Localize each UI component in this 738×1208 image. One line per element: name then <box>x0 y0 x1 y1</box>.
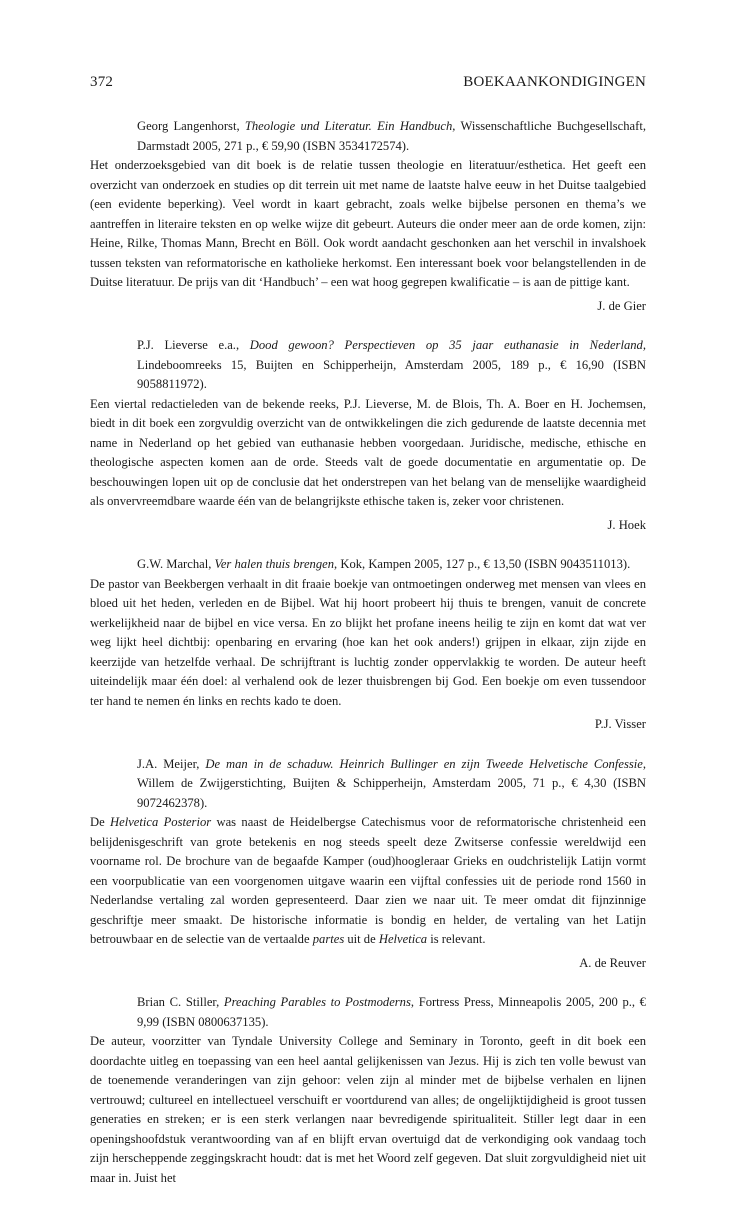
review <box>90 755 646 974</box>
citation-author: P.J. Lieverse e.a., <box>137 338 250 352</box>
review-citation <box>90 336 646 395</box>
review-body: Het onderzoeksgebied van dit boek is de relatie tussen theologie en literatuur/esthetica. Het geeft een overzicht van onderzoek en studies op dit terrein uit met name de laatste halve eeuw in het Duitse taalgebied (een evidente beperking). Veel wordt in kaart gebracht, zoals welke bijbelse personen en thema’s we aantreffen in literaire teksten en op welke wijze dit gebeurt. Auteurs die onder meer aan de orde komen, zijn: Heine, Rilke, Thomas Mann, Brecht en Böll. Ook wordt aandacht geschonken aan het verschil in invalshoek tussen teksten van reformatorische en katholieke herkomst. Een interessant boek voor belangstellenden in de Duitse literatuur. De prijs van dit ‘Handbuch’ – een wat hoog gegrepen kwalificatie – is aan de pittige kant. <box>90 158 646 289</box>
body-text: uit de <box>344 932 379 946</box>
review-citation <box>90 555 646 575</box>
reviewer-name: J. de Gier <box>597 298 646 313</box>
review <box>90 993 646 1188</box>
citation-author: G.W. Marchal, <box>137 557 215 571</box>
review-citation <box>90 117 646 156</box>
running-header <box>90 74 646 91</box>
citation-title: Theologie und Literatur. Ein Handbuch, <box>244 119 456 133</box>
review <box>90 336 646 535</box>
page-number: 372 <box>90 74 114 90</box>
review-body: De pastor van Beekbergen verhaalt in dit fraaie boekje van ontmoetingen onderweg met mensen van vlees en bloed uit het heden, verleden en de Bijbel. Wat hij hoort probeert hij thuis te brengen, vanuit de concrete werkelijkheid naar de bijbel en vice versa. En zo blijkt het profane ineens heilig te zijn en komt dat wat ver weg lijkt heel dichtbij: openbaring en ervaring (hoe kan het ook anders!) grijpen in elkaar, zijn zijde en keerzijde van hetzelfde verhaal. De schrijftrant is luchtig zonder oppervlakkig te worden. De auteur heeft uiteindelijk maar één doel: al verhalend ook de lezer thuisbrengen bij God. Een boekje om even tussendoor ter hand te nemen én links en rechts kado te doen. <box>90 576 646 708</box>
reviewer-name: A. de Reuver <box>579 955 646 970</box>
citation-title: Dood gewoon? Perspectieven op 35 jaar euthanasie in Nederland, <box>249 338 646 352</box>
citation-details: , Willem de Zwijgerstichting, Buijten & Schipperheijn, Amsterdam 2005, 71 p., € 4,30 (ISBN 9072462378). <box>137 756 646 810</box>
citation-author: Brian C. Stiller, <box>137 995 224 1009</box>
page <box>90 74 646 1208</box>
review-body: De auteur, voorzitter van Tyndale University College and Seminary in Toronto, geeft in dit boek een doordachte uitleg en toepassing van een heel aantal gelijkenissen van Jezus. Hij is zich ten volle bewust van de toenemende veranderingen van zijn gehoor: velen zijn al minder met de bijbelse verhalen en lijnen vertrouwd; cultureel en intellectueel verschuift er voortdurend van alles; de ongelijktijdigheid is groot tussen generaties en streken; er is een sterk verlangen naar bevredigende spiritualiteit. Stiller legt daar in een openingshoofdstuk verantwoording van af en blijft ervan overtuigd dat de verkondiging ook vandaag toch zijn herscheppende zeggingskracht houdt: dat is met het Woord zelf gegeven. Dat sluit zorgvuldigheid niet uit maar in. Juist het <box>90 1034 646 1185</box>
citation-title: Ver halen thuis brengen <box>214 557 335 571</box>
citation-title: De man in de schaduw. Heinrich Bullinger en zijn Tweede Helvetische Confessie <box>205 756 643 771</box>
citation-title: Preaching Parables to Postmoderns <box>223 995 411 1009</box>
review <box>90 555 646 735</box>
review <box>90 117 646 316</box>
citation-details: Lindeboomreeks 15, Buijten en Schipperheijn, Amsterdam 2005, 189 p., € 16,90 (ISBN 9058811972). <box>137 357 646 391</box>
citation-author: J.A. Meijer, <box>137 756 206 771</box>
citation-details: , Kok, Kampen 2005, 127 p., € 13,50 (ISBN 9043511013). <box>334 557 631 571</box>
review-body: Een viertal redactieleden van de bekende reeks, P.J. Lieverse, M. de Blois, Th. A. Boer en H. Jochemsen, biedt in dit boek een zorgvuldig overzicht van de ontwikkelingen die zich gedurende de laatste decennia met name in Nederland op het gebied van euthanasie hebben voorgedaan. Juridische, medische, ethische en theologische aspecten komen aan de orde. Steeds valt de goede documentatie en argumentatie op. De beschouwingen lopen uit op de conclusie dat het onderstrepen van het belang van de menselijke waardigheid als onvervreemdbare waarde één van de belangrijkste ethische taken is, zeker voor christenen. <box>90 396 646 508</box>
reviewer-name: P.J. Visser <box>594 717 646 731</box>
citation-details: Wissenschaftliche Buchgesellschaft, Darmstadt 2005, 271 p., € 59,90 (ISBN 3534172574). <box>137 119 646 153</box>
body-italic-text: Helvetica <box>378 932 428 946</box>
body-text: was naast de Heidelbergse Catechismus voor de reformatorische christenheid een belijdenisgeschrift van grote betekenis en nog steeds speelt deze Zwitserse confessie wereldwijd een voorname rol. De brochure van de begaafde Kamper (oud)hoogleraar Grieks en oudchristelijk Latijn vormt een voorpublicatie van een voorgenomen uitgave waarin een vijftal confessies uit de periode rond 1560 in Nederlandse vertaling zal worden gepresenteerd. Daar zien we naar uit. Te meer omdat dit fijnzinnige geschriftje meer smaakt. De historische informatie is bondig en helder, de vertaling van het Latijn betrouwbaar en de selectie van de vertaalde <box>90 815 646 946</box>
citation-details: , Fortress Press, Minneapolis 2005, 200 p., € 9,99 (ISBN 0800637135). <box>137 995 646 1029</box>
body-text: is relevant. <box>427 932 486 946</box>
review-citation <box>90 993 646 1032</box>
review-citation <box>90 755 646 814</box>
body-italic-text: Helvetica Posterior <box>110 815 212 829</box>
reviewer-name: J. Hoek <box>607 517 646 532</box>
body-italic-text: partes <box>312 932 345 946</box>
section-title: BOEKAANKONDIGINGEN <box>463 74 646 90</box>
body-text: De <box>90 815 111 829</box>
review-body <box>90 813 646 950</box>
citation-author: Georg Langenhorst, <box>137 119 245 133</box>
